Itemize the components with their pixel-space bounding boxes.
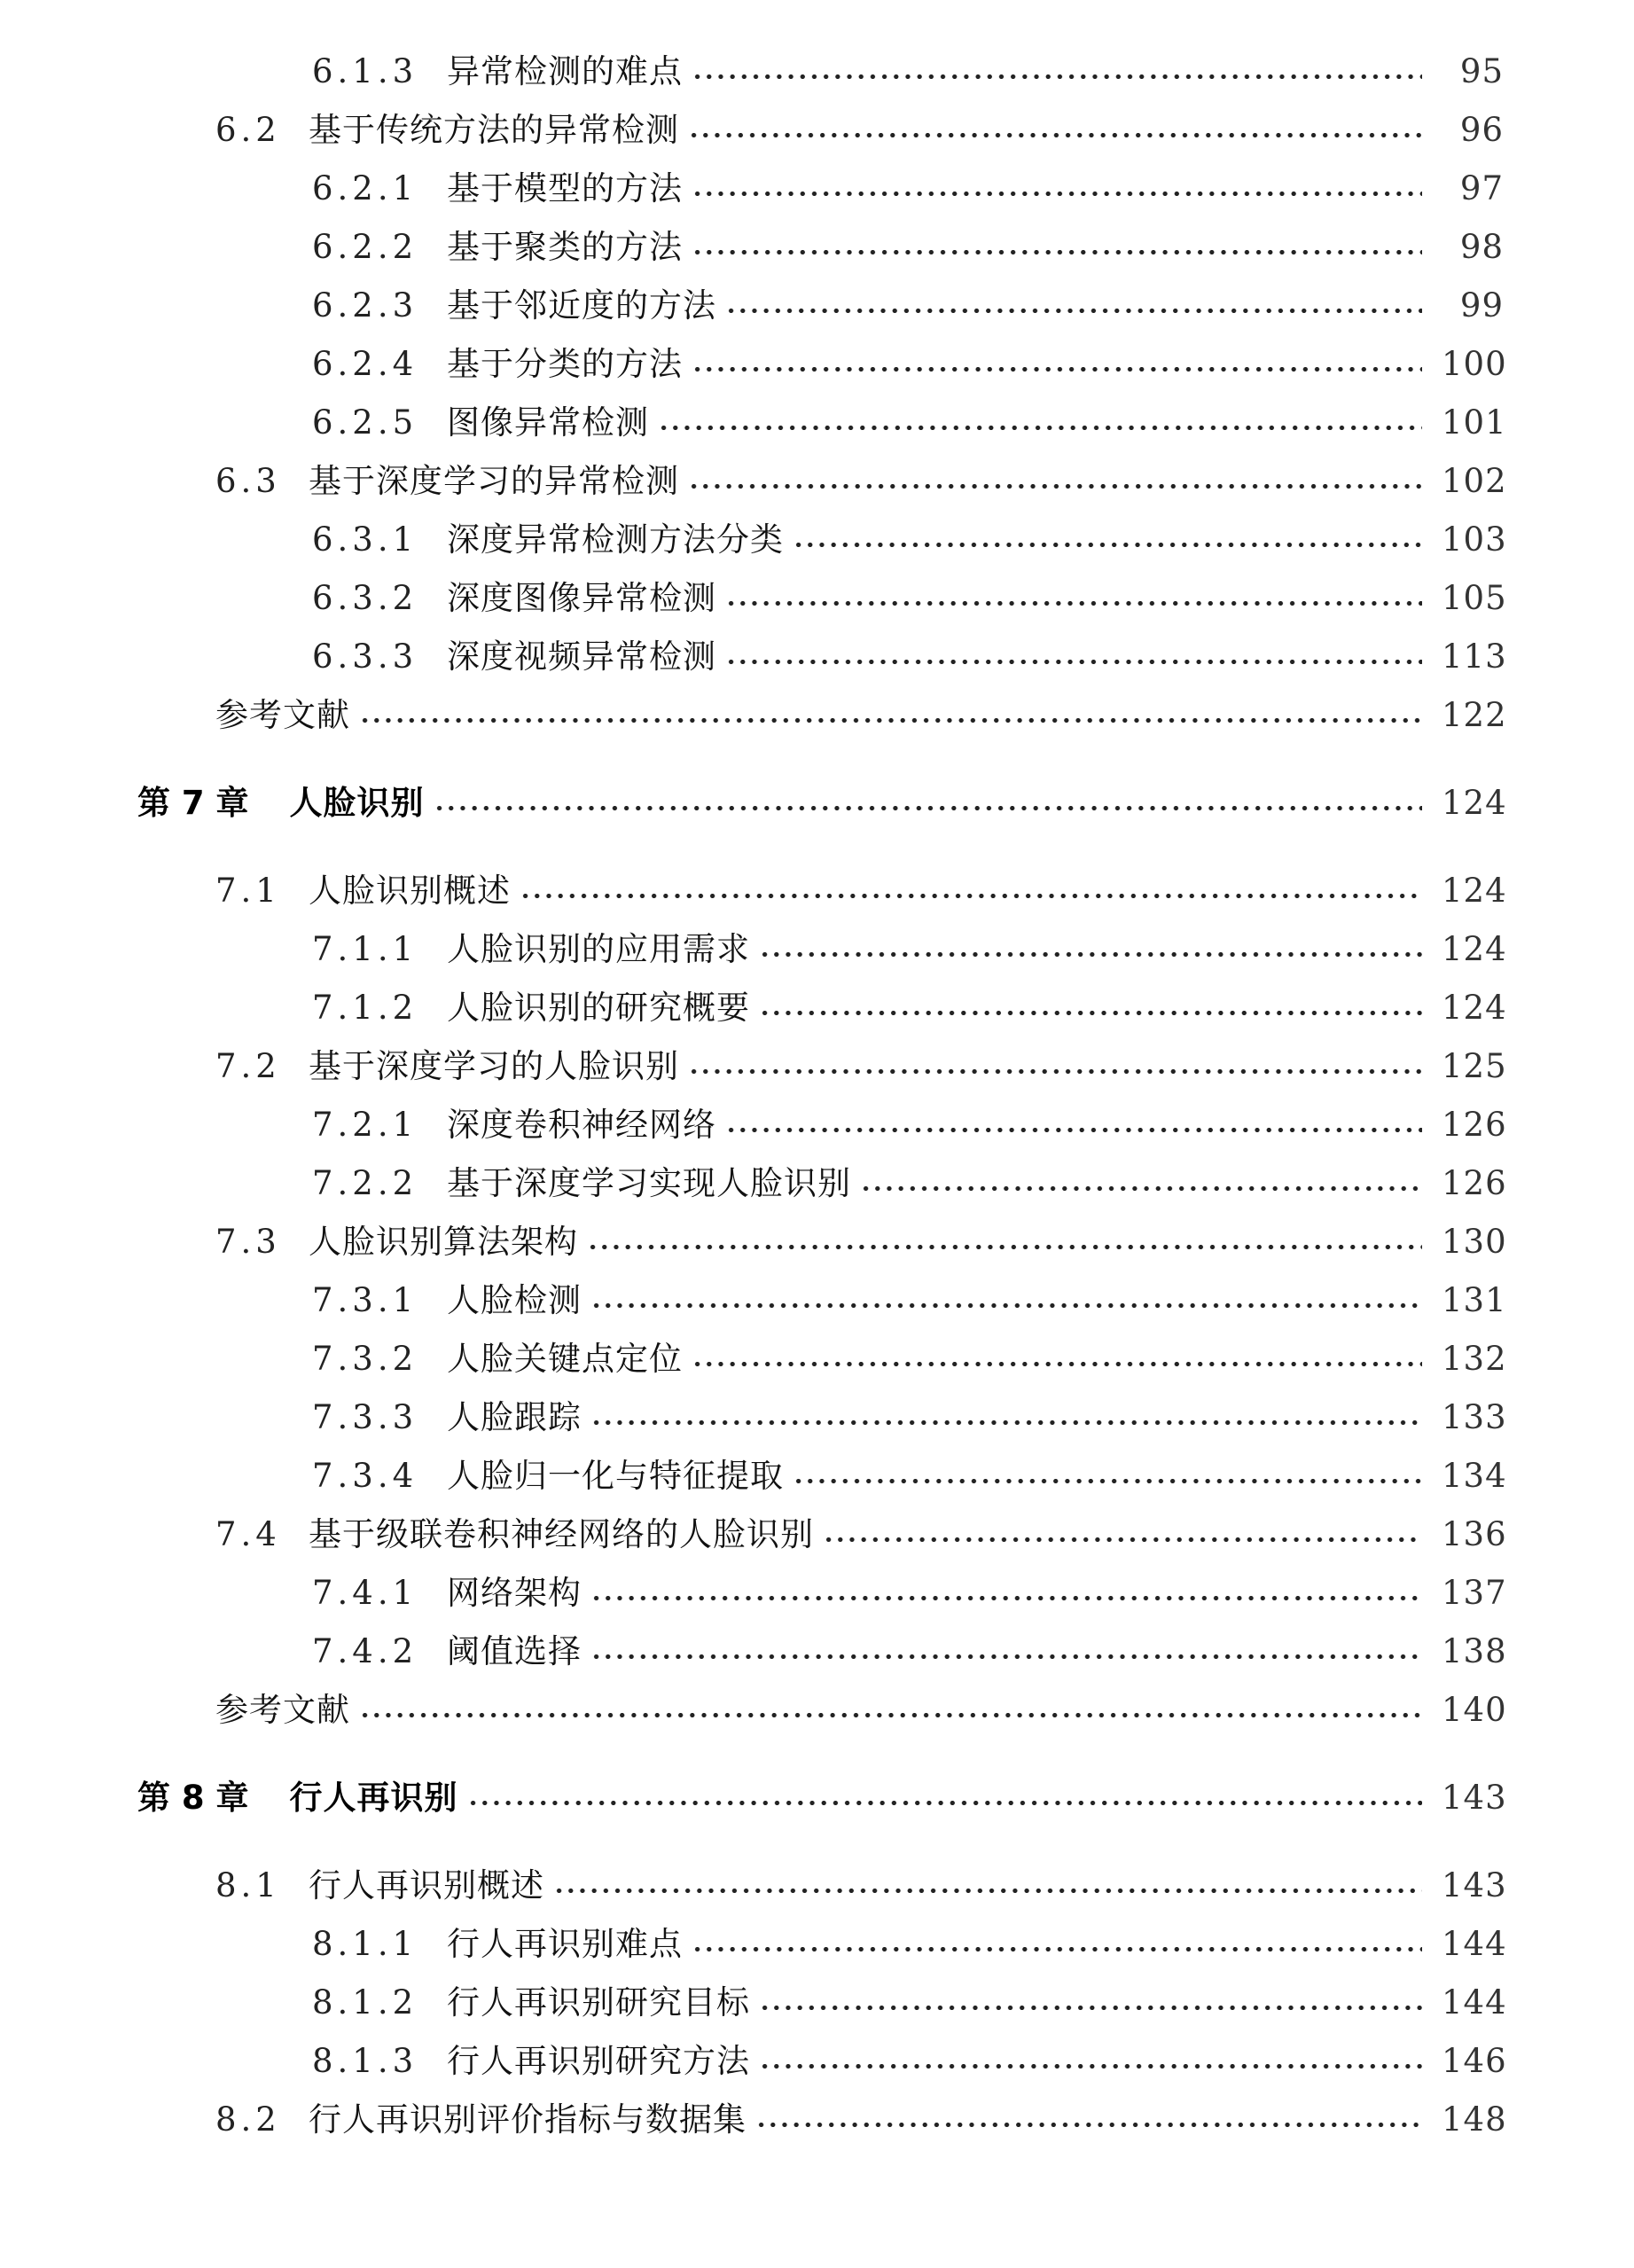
toc-row xyxy=(0,457,1634,506)
toc-title: 基于深度学习的异常检测 xyxy=(309,462,679,500)
dot-leader xyxy=(759,2037,1422,2086)
toc-page-number: 126 xyxy=(1442,1164,1507,1202)
toc-row xyxy=(0,574,1634,623)
toc-page-number: 136 xyxy=(1442,1515,1507,1553)
dot-leader xyxy=(692,340,1422,389)
toc-title: 行人再识别概述 xyxy=(309,1866,544,1904)
toc-title: 行人再识别难点 xyxy=(447,1925,683,1963)
dot-leader xyxy=(590,1393,1422,1443)
toc-number: 6.3.2 xyxy=(312,579,418,617)
toc-number: 8.2 xyxy=(215,2100,281,2139)
toc-page-number: 103 xyxy=(1442,520,1507,559)
toc-row xyxy=(0,1042,1634,1091)
toc-number: 7.3.4 xyxy=(312,1457,418,1495)
toc-page-number: 122 xyxy=(1442,696,1507,734)
toc-row xyxy=(0,1393,1634,1443)
toc-row xyxy=(0,106,1634,155)
toc-number: 6.1.3 xyxy=(312,52,418,90)
toc-title: 参考文献 xyxy=(215,1691,350,1729)
toc-page-number: 144 xyxy=(1442,1925,1507,1963)
toc-number: 6.2 xyxy=(215,111,281,149)
toc-title: 深度图像异常检测 xyxy=(447,579,716,617)
toc-number: 6.3.1 xyxy=(312,520,418,559)
toc-number: 6.2.2 xyxy=(312,228,418,266)
toc-row xyxy=(0,223,1634,272)
dot-leader xyxy=(823,1510,1422,1560)
toc-number: 7.3 xyxy=(215,1223,281,1261)
toc-row xyxy=(0,1978,1634,2028)
toc-number: 8.1.3 xyxy=(312,2042,418,2080)
dot-leader xyxy=(688,106,1422,155)
toc-row xyxy=(0,164,1634,214)
toc-number: 7.3.3 xyxy=(312,1398,418,1436)
toc-number: 第 8 章 xyxy=(137,1779,249,1817)
toc-title: 异常检测的难点 xyxy=(447,52,683,90)
toc-page-number: 124 xyxy=(1442,930,1507,968)
toc-page-number: 100 xyxy=(1442,345,1507,383)
toc-page-number: 138 xyxy=(1442,1632,1507,1670)
dot-leader xyxy=(793,515,1422,565)
dot-leader xyxy=(359,1685,1422,1735)
toc-number: 7.1.2 xyxy=(312,989,418,1027)
toc-number: 7.2 xyxy=(215,1047,281,1085)
toc-title: 深度异常检测方法分类 xyxy=(447,520,784,559)
dot-leader xyxy=(759,925,1422,974)
toc-number: 第 7 章 xyxy=(137,784,249,822)
toc-page-number: 137 xyxy=(1442,1574,1507,1612)
toc-title: 人脸识别 xyxy=(289,784,425,822)
toc-page-number: 132 xyxy=(1442,1340,1507,1378)
toc-page-number: 98 xyxy=(1459,228,1504,266)
toc-row xyxy=(0,1510,1634,1560)
dot-leader xyxy=(725,281,1422,331)
toc-row xyxy=(0,632,1634,682)
toc-page-number: 101 xyxy=(1442,403,1507,442)
toc-number: 7.3.2 xyxy=(312,1340,418,1378)
toc-page-number: 97 xyxy=(1459,169,1504,207)
toc-title: 行人再识别研究方法 xyxy=(447,2042,750,2080)
toc-row xyxy=(0,515,1634,565)
toc-row xyxy=(0,2095,1634,2145)
toc-row xyxy=(0,778,1634,828)
dot-leader xyxy=(434,778,1422,828)
toc-page-number: 105 xyxy=(1442,579,1507,617)
toc-page-number: 148 xyxy=(1442,2100,1507,2139)
toc-page-number: 130 xyxy=(1442,1223,1507,1261)
toc-title: 基于模型的方法 xyxy=(447,169,683,207)
toc-number: 8.1 xyxy=(215,1866,281,1904)
dot-leader xyxy=(590,1276,1422,1326)
toc-page-number: 140 xyxy=(1442,1691,1507,1729)
toc-title: 网络架构 xyxy=(447,1574,582,1612)
toc-title: 图像异常检测 xyxy=(447,403,649,442)
toc-title: 基于深度学习实现人脸识别 xyxy=(447,1164,851,1202)
toc-title: 深度视频异常检测 xyxy=(447,637,716,676)
toc-number: 7.4 xyxy=(215,1515,281,1553)
toc-row xyxy=(0,691,1634,740)
toc-number: 7.4.1 xyxy=(312,1574,418,1612)
toc-title: 行人再识别研究目标 xyxy=(447,1983,750,2022)
dot-leader xyxy=(553,1861,1422,1911)
dot-leader xyxy=(692,47,1422,97)
toc-title: 人脸识别的研究概要 xyxy=(447,989,750,1027)
toc-row xyxy=(0,340,1634,389)
toc-number: 6.2.1 xyxy=(312,169,418,207)
toc-number: 7.1.1 xyxy=(312,930,418,968)
toc-row xyxy=(0,866,1634,916)
toc-title: 基于级联卷积神经网络的人脸识别 xyxy=(309,1515,814,1553)
toc-row xyxy=(0,47,1634,97)
toc-number: 6.2.4 xyxy=(312,345,418,383)
dot-leader xyxy=(520,866,1422,916)
dot-leader xyxy=(692,1334,1422,1384)
dot-leader xyxy=(755,2095,1422,2145)
toc-number: 7.1 xyxy=(215,872,281,910)
toc-row xyxy=(0,281,1634,331)
dot-leader xyxy=(692,164,1422,214)
dot-leader xyxy=(725,1100,1422,1150)
toc-row xyxy=(0,983,1634,1033)
toc-title: 人脸跟踪 xyxy=(447,1398,582,1436)
toc-row xyxy=(0,1773,1634,1823)
toc-title: 人脸识别概述 xyxy=(309,872,511,910)
toc-number: 6.3 xyxy=(215,462,281,500)
toc-title: 基于深度学习的人脸识别 xyxy=(309,1047,679,1085)
toc-number: 8.1.2 xyxy=(312,1983,418,2022)
toc-number: 6.3.3 xyxy=(312,637,418,676)
toc-page-number: 143 xyxy=(1442,1866,1507,1904)
toc-row xyxy=(0,1334,1634,1384)
toc-page-number: 131 xyxy=(1442,1281,1507,1319)
toc-page-number: 124 xyxy=(1442,872,1507,910)
dot-leader xyxy=(725,574,1422,623)
dot-leader xyxy=(793,1451,1422,1501)
toc-title: 基于传统方法的异常检测 xyxy=(309,111,679,149)
toc-row xyxy=(0,1276,1634,1326)
dot-leader xyxy=(688,457,1422,506)
toc-number: 7.4.2 xyxy=(312,1632,418,1670)
toc-title: 人脸识别的应用需求 xyxy=(447,930,750,968)
toc-row xyxy=(0,1920,1634,1969)
toc-title: 人脸识别算法架构 xyxy=(309,1223,578,1261)
toc-row xyxy=(0,1100,1634,1150)
dot-leader xyxy=(759,983,1422,1033)
toc-page-number: 99 xyxy=(1459,286,1504,325)
dot-leader xyxy=(590,1627,1422,1677)
toc-row xyxy=(0,1568,1634,1618)
toc-row xyxy=(0,2037,1634,2086)
dot-leader xyxy=(860,1159,1422,1208)
dot-leader xyxy=(725,632,1422,682)
toc-page-number: 113 xyxy=(1442,637,1507,676)
toc-title: 阈值选择 xyxy=(447,1632,582,1670)
toc-page-number: 126 xyxy=(1442,1106,1507,1144)
dot-leader xyxy=(692,1920,1422,1969)
toc-row xyxy=(0,1217,1634,1267)
dot-leader xyxy=(590,1568,1422,1618)
toc-row xyxy=(0,1451,1634,1501)
toc-page-number: 144 xyxy=(1442,1983,1507,2022)
dot-leader xyxy=(359,691,1422,740)
toc-page-number: 95 xyxy=(1459,52,1504,90)
toc-title: 深度卷积神经网络 xyxy=(447,1106,716,1144)
toc-number: 8.1.1 xyxy=(312,1925,418,1963)
toc-number: 7.3.1 xyxy=(312,1281,418,1319)
dot-leader xyxy=(658,398,1422,448)
toc-page-number: 133 xyxy=(1442,1398,1507,1436)
toc-page-number: 143 xyxy=(1442,1779,1507,1817)
toc-page-number: 125 xyxy=(1442,1047,1507,1085)
dot-leader xyxy=(688,1042,1422,1091)
toc-row xyxy=(0,1627,1634,1677)
dot-leader xyxy=(467,1773,1422,1823)
toc-row xyxy=(0,1861,1634,1911)
toc-page-number: 146 xyxy=(1442,2042,1507,2080)
toc-page-number: 134 xyxy=(1442,1457,1507,1495)
toc-title: 人脸关键点定位 xyxy=(447,1340,683,1378)
toc-title: 人脸归一化与特征提取 xyxy=(447,1457,784,1495)
toc-title: 参考文献 xyxy=(215,696,350,734)
dot-leader xyxy=(692,223,1422,272)
toc-number: 7.2.2 xyxy=(312,1164,418,1202)
toc-page-number: 124 xyxy=(1442,784,1507,822)
dot-leader xyxy=(587,1217,1422,1267)
toc-row xyxy=(0,925,1634,974)
toc-number: 6.2.3 xyxy=(312,286,418,325)
toc-title: 基于分类的方法 xyxy=(447,345,683,383)
toc-page-number: 102 xyxy=(1442,462,1507,500)
toc-title: 基于聚类的方法 xyxy=(447,228,683,266)
toc-row xyxy=(0,398,1634,448)
toc-number: 7.2.1 xyxy=(312,1106,418,1144)
toc-row xyxy=(0,1159,1634,1208)
toc-row xyxy=(0,1685,1634,1735)
toc-title: 行人再识别评价指标与数据集 xyxy=(309,2100,747,2139)
dot-leader xyxy=(759,1978,1422,2028)
toc-number: 6.2.5 xyxy=(312,403,418,442)
toc-title: 人脸检测 xyxy=(447,1281,582,1319)
toc-title: 行人再识别 xyxy=(289,1779,458,1817)
toc-page-number: 96 xyxy=(1459,111,1504,149)
toc-title: 基于邻近度的方法 xyxy=(447,286,716,325)
toc-page-number: 124 xyxy=(1442,989,1507,1027)
